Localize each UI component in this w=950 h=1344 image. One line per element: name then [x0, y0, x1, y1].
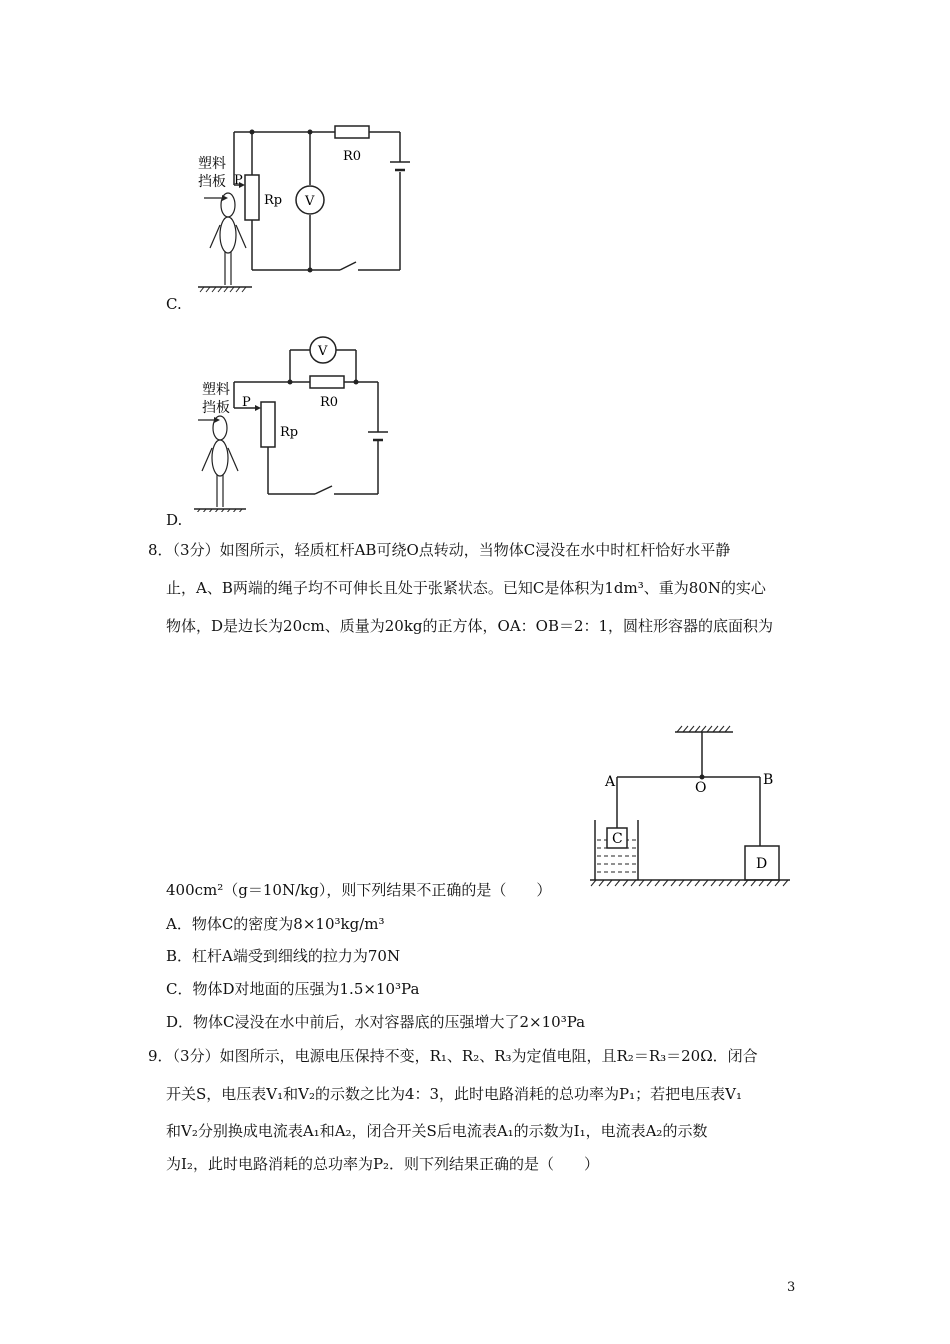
- lever-figure: [585, 722, 795, 887]
- lever-label-a: A: [605, 774, 616, 790]
- page-number: 3: [787, 1280, 796, 1295]
- lever-label-b: B: [763, 772, 774, 788]
- q8-option-b: B．杠杆A端受到细线的拉力为70N: [166, 947, 401, 965]
- q9-line2: 开关S，电压表V₁和V₂的示数之比为4：3，此时电路消耗的总功率为P₁；若把电压表V₁: [166, 1085, 743, 1103]
- label-rp: Rp: [264, 193, 283, 208]
- circuit-figure-c: [190, 120, 420, 300]
- plate-label-line2: 挡板: [202, 400, 230, 416]
- label-v: V: [305, 194, 315, 209]
- q8-option-a: A．物体C的密度为8×10³kg/m³: [166, 915, 385, 933]
- q8-line1: 8．（3分）如图所示，轻质杠杆AB可绕O点转动，当物体C浸没在水中时杠杆恰好水平静: [148, 541, 731, 559]
- q9-line3: 和V₂分别换成电流表A₁和A₂，闭合开关S后电流表A₁的示数为I₁，电流表A₂的示数: [166, 1122, 708, 1140]
- q8-line3: 物体，D是边长为20cm、质量为20kg的正方体，OA：OB＝2：1，圆柱形容器的底面积为: [166, 617, 774, 635]
- q8-option-c: C．物体D对地面的压强为1.5×10³Pa: [166, 980, 420, 998]
- q8-line2: 止，A、B两端的绳子均不可伸长且处于张紧状态。已知C是体积为1dm³、重为80N的实心: [166, 579, 766, 597]
- option-d-label: D.: [166, 511, 183, 529]
- lever-label-o: O: [695, 780, 707, 796]
- q8-line4: 400cm²（g＝10N/kg），则下列结果不正确的是（ ）: [166, 881, 552, 899]
- block-label-d: D: [756, 856, 768, 872]
- label-p: P: [242, 395, 251, 410]
- label-r0: R0: [320, 395, 339, 410]
- label-v: V: [318, 344, 328, 359]
- q8-option-d: D．物体C浸没在水中前后，水对容器底的压强增大了2×10³Pa: [166, 1013, 586, 1031]
- q9-line1: 9．（3分）如图所示，电源电压保持不变，R₁、R₂、R₃为定值电阻，且R₂＝R₃＝20Ω．闭合: [148, 1047, 758, 1065]
- circuit-figure-d: [190, 332, 420, 512]
- option-c-label: C.: [166, 295, 182, 313]
- block-label-c: C: [612, 831, 623, 847]
- plate-label-line1: 塑料: [202, 382, 230, 398]
- label-p: P: [234, 173, 243, 188]
- plate-label-line1: 塑料: [198, 156, 226, 172]
- label-r0: R0: [343, 149, 362, 164]
- label-rp: Rp: [280, 425, 299, 440]
- q9-line4: 为I₂，此时电路消耗的总功率为P₂．则下列结果正确的是（ ）: [166, 1155, 600, 1173]
- plate-label-line2: 挡板: [198, 174, 226, 190]
